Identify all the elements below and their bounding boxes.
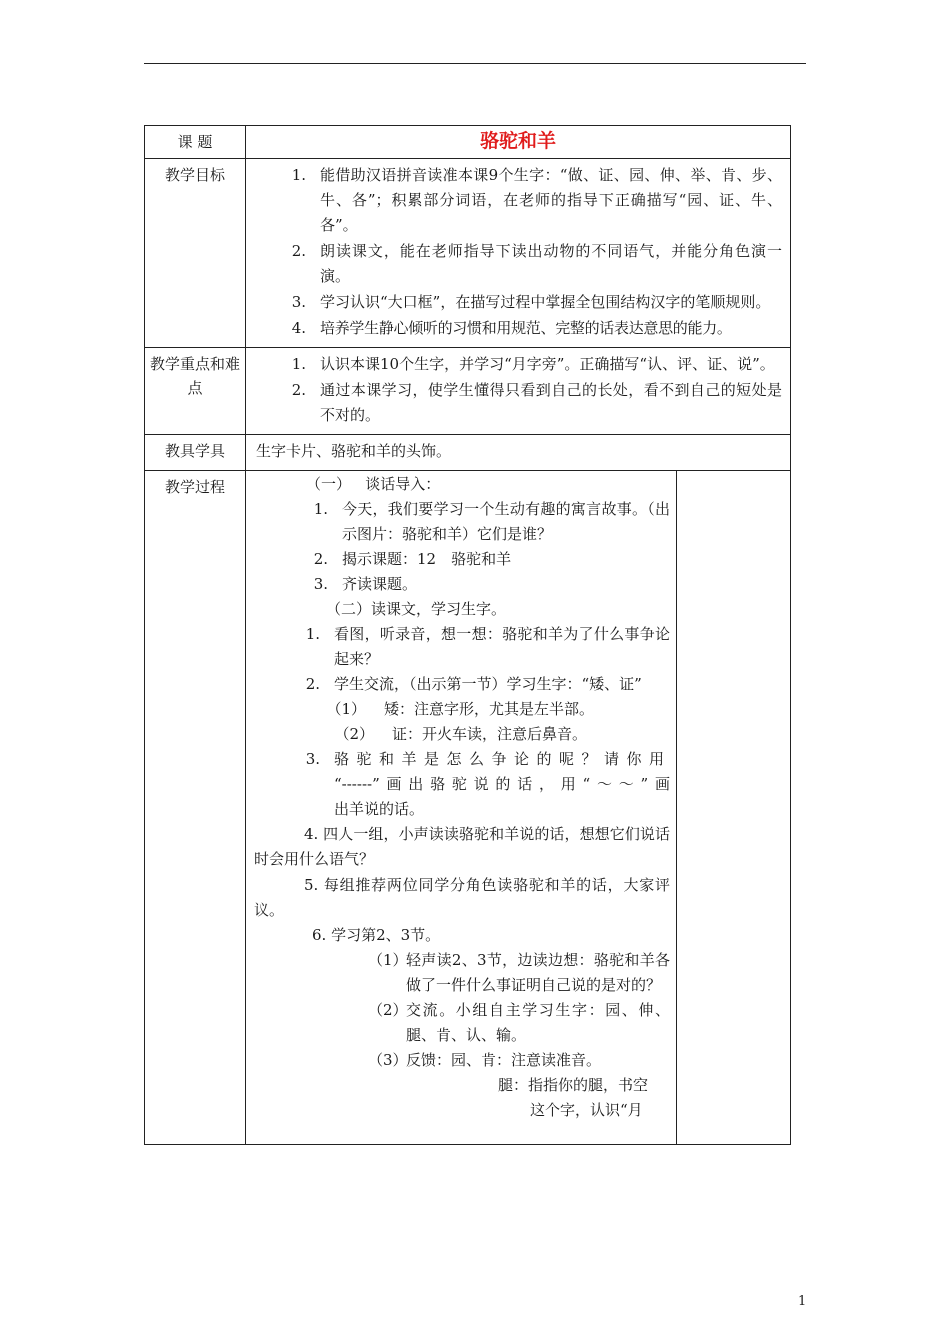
key-point-num: 1. — [291, 355, 306, 373]
goal-num: 1. — [291, 166, 306, 184]
process-item-num: 3. — [313, 575, 328, 593]
process-subitem-text: 证：开火车读，注意后鼻音。 — [392, 725, 588, 743]
process-item-text: 学生交流，（出示第一节）学习生字：“矮、证” — [334, 675, 642, 693]
process-item — [254, 547, 670, 572]
row-topic — [145, 126, 791, 159]
process-paragraph: 6. 学习第2、3节。 — [312, 926, 441, 944]
key-point-num: 2. — [291, 381, 306, 399]
process-subitem-num: （1） — [368, 951, 408, 969]
process-subitem-text: 交流。小组自主学习生字：园、伸、腿、肯、认、输。 — [406, 1001, 670, 1044]
label-key-points: 教学重点和难点 — [145, 348, 246, 435]
process-subitem — [254, 1048, 670, 1073]
process-item-text: 齐读课题。 — [342, 575, 418, 593]
process-item-num: 3. — [305, 750, 320, 768]
process-paragraph: 5. 每组推荐两位同学分角色读骆驼和羊的话，大家评议。 — [254, 876, 670, 919]
process-cell — [246, 471, 677, 1145]
process-item-num: 1. — [313, 500, 328, 518]
label-goals: 教学目标 — [145, 159, 246, 348]
key-points-cell — [246, 348, 791, 435]
process-subitem-num: （3） — [368, 1051, 408, 1069]
process-item — [254, 672, 670, 697]
goal-text: 朗读课文，能在老师指导下读出动物的不同语气，并能分角色演一演。 — [320, 242, 783, 285]
process-subitem-num: （1） — [326, 700, 366, 718]
goal-item — [250, 163, 782, 238]
process-item — [254, 622, 670, 672]
goal-text: 培养学生静心倾听的习惯和用规范、完整的话表达意思的能力。 — [320, 319, 732, 337]
process-paragraph: 4. 四人一组，小声读读骆驼和羊说的话，想想它们说话时会用什么语气？ — [254, 825, 670, 868]
process-item-text: 看图，听录音，想一想：骆驼和羊为了什么事争论起来？ — [334, 625, 670, 668]
row-process — [145, 471, 791, 1145]
process-subitem — [254, 722, 670, 747]
header-rule — [144, 63, 806, 64]
process-item — [254, 747, 670, 822]
process-subitem — [254, 697, 670, 722]
section-2-title: （二）读课文，学习生字。 — [326, 600, 507, 618]
row-key-points — [145, 348, 791, 435]
key-point-text: 通过本课学习，使学生懂得只看到自己的长处，看不到自己的短处是不对的。 — [320, 381, 783, 424]
process-item-line: “------”画出骆驼说的话，用“～～”画 — [334, 775, 670, 793]
process-subitem-text: 反馈：园、肯：注意读准音。 — [406, 1051, 602, 1069]
process-item-text: 今天，我们要学习一个生动有趣的寓言故事。（出示图片：骆驼和羊）它们是谁？ — [342, 500, 670, 543]
process-subitem — [254, 998, 670, 1048]
goal-num: 3. — [291, 293, 306, 311]
lesson-plan-table — [144, 125, 791, 1145]
process-item — [254, 497, 670, 547]
label-process: 教学过程 — [145, 471, 246, 1145]
process-item-num: 2. — [313, 550, 328, 568]
goal-item — [250, 316, 782, 341]
notes-cell — [677, 471, 791, 1145]
lesson-title: 骆驼和羊 — [246, 126, 791, 159]
process-item-line: 骆驼和羊是怎么争论的呢？请你用 — [334, 750, 670, 768]
process-item-text — [334, 747, 670, 822]
tools-cell: 生字卡片、骆驼和羊的头饰。 — [246, 435, 791, 471]
process-subitem-text: 轻声读2、3节，边读边想：骆驼和羊各做了一件什么事证明自己说的是对的？ — [406, 951, 670, 994]
key-point-item — [250, 352, 782, 377]
process-subitem-num: （2） — [368, 1001, 408, 1019]
goal-text: 能借助汉语拼音读准本课9个生字：“做、证、园、伸、举、肯、步、牛、各”；积累部分词语，在老师的指导下正确描写“园、证、牛、各”。 — [320, 166, 783, 234]
process-item-num: 2. — [305, 675, 320, 693]
process-item-line: 出羊说的话。 — [334, 800, 425, 818]
row-tools — [145, 435, 791, 471]
section-1-title: （一） 谈话导入： — [306, 475, 441, 493]
process-subitem-num: （2） — [334, 725, 374, 743]
process-continuation: 这个字，认识“月 — [530, 1101, 643, 1119]
row-goals — [145, 159, 791, 348]
process-item-text: 揭示课题：12 骆驼和羊 — [342, 550, 512, 568]
page-number: 1 — [798, 1294, 807, 1309]
goal-item — [250, 239, 782, 289]
process-item-num: 1. — [305, 625, 320, 643]
process-subitem-text: 矮：注意字形，尤其是左半部。 — [384, 700, 595, 718]
label-topic: 课 题 — [145, 126, 246, 159]
process-subitem — [254, 948, 670, 998]
process-item — [254, 572, 670, 597]
label-tools: 教具学具 — [145, 435, 246, 471]
goal-text: 学习认识“大口框”，在描写过程中掌握全包围结构汉字的笔顺规则。 — [320, 293, 771, 311]
process-continuation: 腿：指指你的腿，书空 — [498, 1076, 649, 1094]
key-point-item — [250, 378, 782, 428]
goals-cell — [246, 159, 791, 348]
goal-item — [250, 290, 782, 315]
goal-num: 4. — [291, 319, 306, 337]
goal-num: 2. — [291, 242, 306, 260]
key-point-text: 认识本课10个生字，并学习“月字旁”。正确描写“认、评、证、说”。 — [320, 355, 775, 373]
